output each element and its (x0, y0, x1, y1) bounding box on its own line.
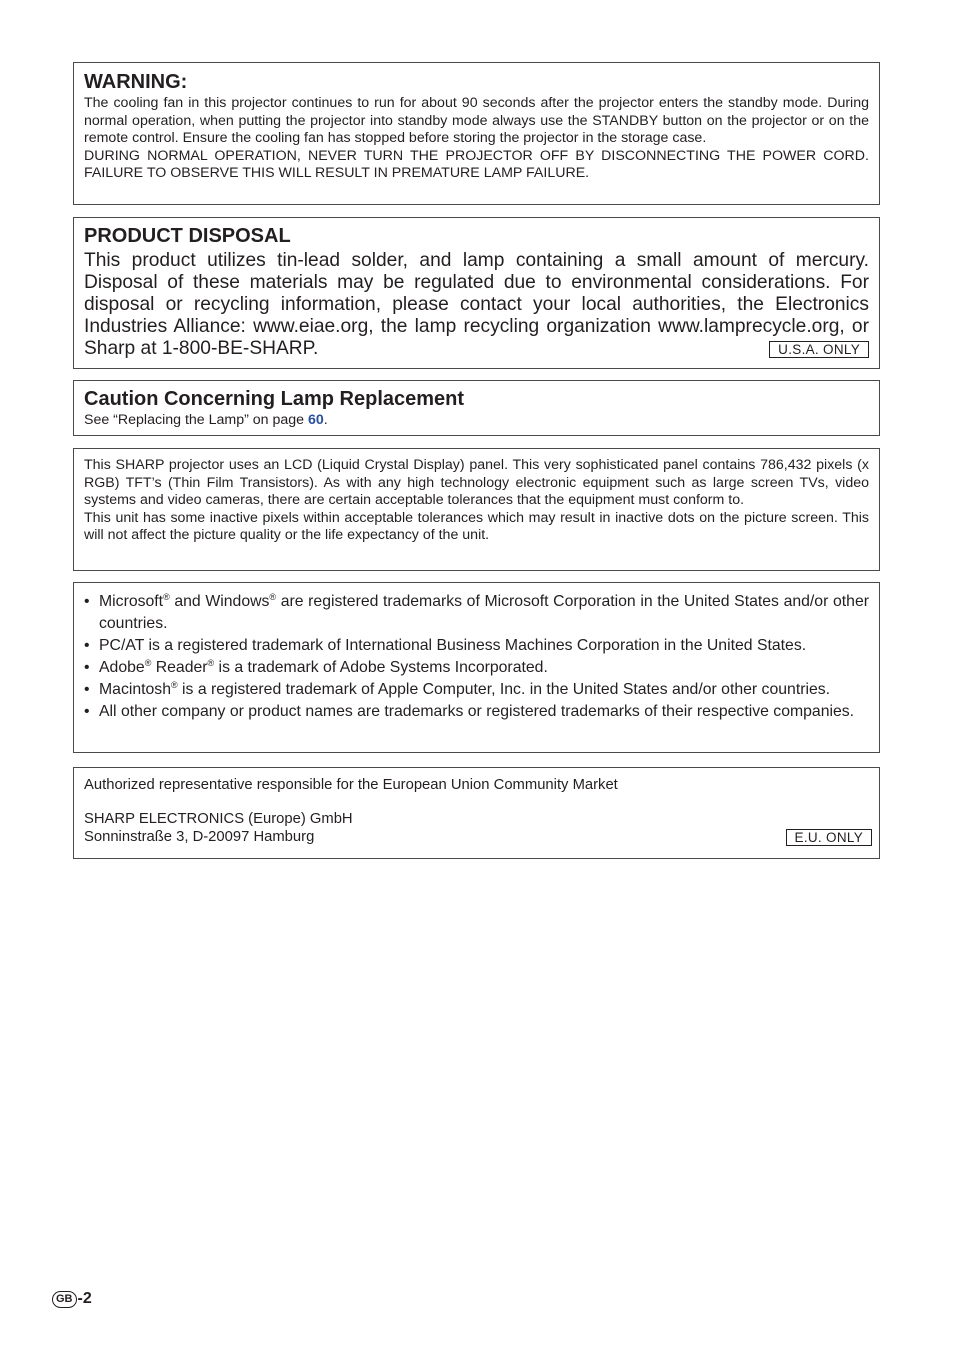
adobe-label: Adobe (99, 659, 145, 676)
warning-text (84, 95, 869, 183)
eu-company-name: SHARP ELECTRONICS (Europe) GmbH (84, 811, 353, 827)
bullet: • (84, 681, 90, 698)
trademarks-box (73, 582, 880, 753)
usa-only-tag: U.S.A. ONLY (769, 341, 869, 358)
bullet: • (84, 659, 90, 676)
trademark-item-pcat (84, 635, 869, 657)
trademark-item-others (84, 701, 869, 723)
windows-label: and Windows (169, 593, 270, 610)
trademark-item-adobe (84, 657, 869, 679)
lcd-paragraph-2: This unit has some inactive pixels within acceptable tolerances which may result in inactive dots on the picture screen. This will not affect the picture quality or the life expectancy of the unit. (84, 509, 869, 544)
eu-only-tag: E.U. ONLY (786, 829, 872, 846)
bullet: • (84, 637, 90, 654)
registered-mark: ® (144, 658, 152, 668)
lcd-text (84, 457, 869, 545)
others-text: All other company or product names are trademarks or registered trademarks of their respective companies. (99, 703, 855, 720)
microsoft-label: Microsoft (99, 593, 164, 610)
adobe-text: is a trademark of Adobe Systems Incorporated. (214, 659, 548, 676)
trademark-item-macintosh (84, 679, 869, 701)
caution-title: Caution Concerning Lamp Replacement (84, 388, 465, 410)
eu-representative-text: Authorized representative responsible for the European Union Community Market (84, 777, 618, 793)
pcat-text: PC/AT is a registered trademark of International Business Machines Corporation in the United States. (99, 637, 807, 654)
disposal-body: This product utilizes tin-lead solder, and lamp containing a small amount of mercury. Disposal of these materials may be regulated due to environmental considerations. For disposal or recycling information, please contact your local authorities, the Electronics Industries Alliance: www.eiae.org, the lamp recycling organization www.lamprecycle.org, or Sharp at 1-800-BE-SHARP. (84, 250, 869, 359)
lamp-caution-box (73, 380, 880, 436)
microsoft-text: are registered trademarks of Microsoft Corporation in the United States and/or other countries. (99, 593, 869, 632)
product-disposal-box (73, 217, 880, 369)
eu-address: Sonninstraße 3, D-20097 Hamburg (84, 829, 315, 845)
registered-mark: ® (207, 658, 215, 668)
gb-language-icon: GB (52, 1291, 77, 1308)
reader-label: Reader (151, 659, 208, 676)
macintosh-text: is a registered trademark of Apple Computer, Inc. in the United States and/or other countries. (177, 681, 831, 698)
page-reference-link[interactable]: 60 (308, 412, 324, 428)
see-suffix: . (323, 412, 328, 428)
page-number (52, 1290, 92, 1308)
warning-paragraph-2: DURING NORMAL OPERATION, NEVER TURN THE PROJECTOR OFF BY DISCONNECTING THE POWER CORD. FAILURE TO OBSERVE THIS WILL RESULT IN PREMATURE LAMP FAILURE. (84, 147, 869, 182)
registered-mark: ® (171, 680, 178, 690)
warning-box (73, 62, 880, 205)
macintosh-label: Macintosh (99, 681, 171, 698)
lcd-notice-box (73, 448, 880, 571)
page-number-text: -2 (77, 1290, 92, 1307)
disposal-title: PRODUCT DISPOSAL (84, 225, 291, 247)
warning-paragraph-1: The cooling fan in this projector continues to run for about 90 seconds after the projector enters the standby mode. During normal operation, when putting the projector into standby mode always use the STANDBY button on the projector or on the remote control. Ensure the cooling fan has stopped before storing the projector in the storage case. (84, 95, 869, 147)
trademark-list (84, 591, 869, 723)
bullet: • (84, 703, 90, 720)
see-prefix: See “Replacing the Lamp” on page (84, 412, 308, 428)
eu-representative-box (73, 767, 880, 859)
warning-title: WARNING: (84, 71, 188, 93)
registered-mark: ® (269, 592, 277, 602)
registered-mark: ® (163, 592, 170, 602)
trademark-item-microsoft (84, 591, 869, 635)
lcd-paragraph-1: This SHARP projector uses an LCD (Liquid Crystal Display) panel. This very sophisticated panel contains 786,432 pixels (x RGB) TFT’s (Thin Film Transistors). As with any high technology electronic equipment such as large screen TVs, video systems and video cameras, there are certain acceptable tolerances that the equipment must conform to. (84, 457, 869, 509)
bullet: • (84, 593, 90, 610)
caution-see-text (84, 412, 869, 428)
